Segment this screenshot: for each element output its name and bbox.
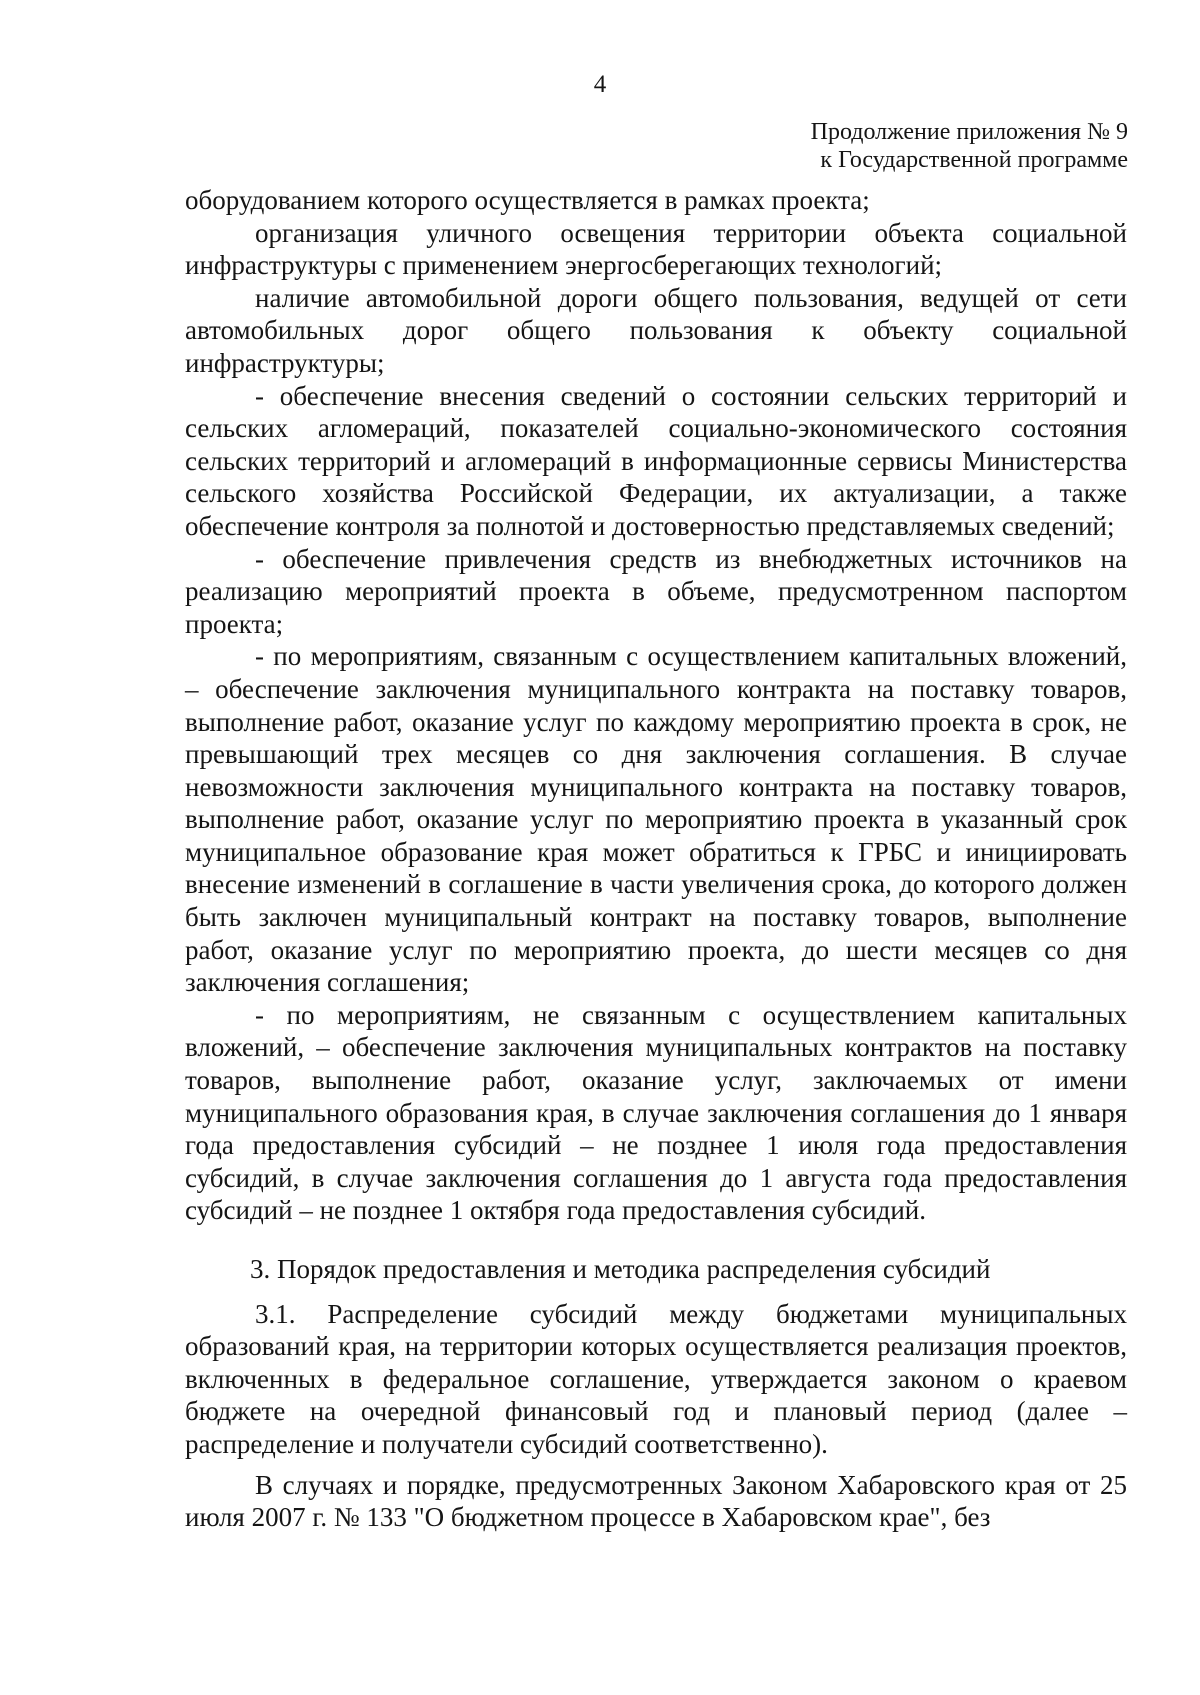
- paragraph-2: организация уличного освещения территории объекта социальной инфраструктуры с применением энергосберегающих технологий;: [185, 217, 1127, 281]
- section-heading: 3. Порядок предоставления и методика распределения субсидий: [250, 1254, 991, 1284]
- page-number: 4: [593, 71, 607, 98]
- document-body: [185, 184, 1127, 1534]
- appendix-note-line-1: Продолжение приложения № 9: [810, 119, 1128, 145]
- section-paragraph-2: В случаях и порядке, предусмотренных Законом Хабаровского края от 25 июля 2007 г. № 133 "О бюджетном процессе в Хабаровском крае", без: [185, 1469, 1127, 1533]
- section-paragraph-1: 3.1. Распределение субсидий между бюджетами муниципальных образований края, на территории которых осуществляется реализация проектов, включенных в федеральное соглашение, утверждается законом о краевом бюджете на очередной финансовый год и плановый период (далее – распределение и получатели субсидий соответственно).: [185, 1298, 1127, 1459]
- paragraph-4: - обеспечение внесения сведений о состоянии сельских территорий и сельских агломераций, показателей социально-экономического состояния сельских территорий и агломераций в информационные сервисы Министерства сельского хозяйства Российской Федерации, их актуализации, а также обеспечение контроля за полнотой и достоверностью представляемых сведений;: [185, 380, 1127, 541]
- paragraph-5: - обеспечение привлечения средств из внебюджетных источников на реализацию мероприятий проекта в объеме, предусмотренном паспортом проекта;: [185, 543, 1127, 639]
- paragraph-3: наличие автомобильной дороги общего пользования, ведущей от сети автомобильных дорог общего пользования к объекту социальной инфраструктуры;: [185, 282, 1127, 378]
- paragraph-6: - по мероприятиям, связанным с осуществлением капитальных вложений, – обеспечение заключения муниципального контракта на поставку товаров, выполнение работ, оказание услуг по каждому мероприятию проекта в срок, не превышающий трех месяцев со дня заключения соглашения. В случае невозможности заключения муниципального контракта на поставку товаров, выполнение работ, оказание услуг по мероприятию проекта в указанный срок муниципальное образование края может обратиться к ГРБС и инициировать внесение изменений в соглашение в части увеличения срока, до которого должен быть заключен муниципальный контракт на поставку товаров, выполнение работ, оказание услуг по мероприятию проекта, до шести месяцев со дня заключения соглашения;: [185, 641, 1127, 998]
- appendix-note-line-2: к Государственной программе: [820, 147, 1128, 173]
- paragraph-7: - по мероприятиям, не связанным с осуществлением капитальных вложений, – обеспечение заключения муниципальных контрактов на поставку товаров, выполнение работ, оказание услуг, заключаемых от имени муниципального образования края, в случае заключения соглашения до 1 января года предоставления субсидий – не позднее 1 июля года предоставления субсидий, в случае заключения соглашения до 1 августа года предоставления субсидий – не позднее 1 октября года предоставления субсидий.: [185, 999, 1127, 1226]
- appendix-note: [811, 118, 1128, 174]
- paragraph-1: оборудованием которого осуществляется в рамках проекта;: [185, 185, 870, 215]
